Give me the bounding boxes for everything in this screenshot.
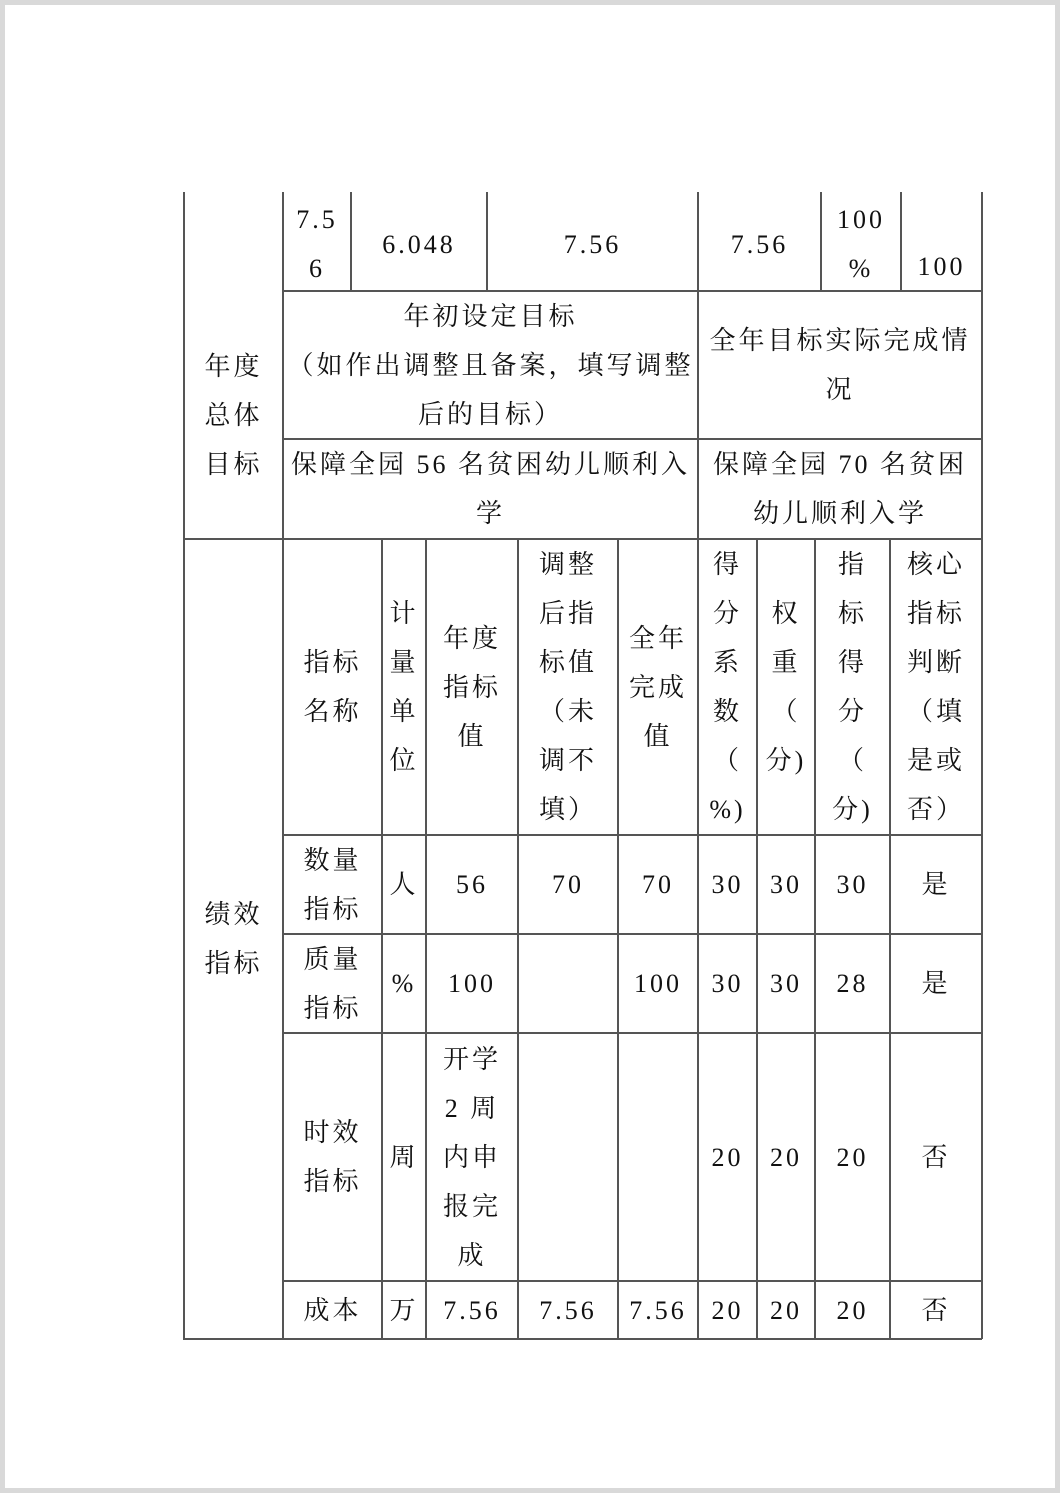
quality-row-cell: 100: [634, 969, 682, 998]
header-actual-value: 全年 完成 值: [628, 623, 687, 751]
annual-goal-label: 年度 总体 目标: [204, 351, 263, 479]
cost-row-cell: 20: [711, 1295, 744, 1325]
quantity-row-cell: 30: [836, 870, 869, 899]
quantity-row-cell: 56: [456, 870, 488, 899]
cost-row-cell: 万: [389, 1295, 419, 1325]
timeliness-row-cell: 开学 2 周 内申 报完 成: [442, 1044, 501, 1270]
timeliness-row-cell: 20: [711, 1142, 744, 1172]
budget-cell-5: 100 %: [837, 205, 885, 283]
cost-row-cell: 20: [836, 1295, 869, 1325]
quality-row-cell: [519, 935, 617, 1032]
quality-row-cell: %: [391, 969, 417, 998]
quantity-row-cell: 30: [711, 870, 744, 899]
budget-cell-1: 7.5 6: [296, 205, 338, 283]
budget-cell-2: 6.048: [382, 229, 456, 259]
timeliness-row-cell: [519, 1034, 617, 1280]
quantity-row-cell: 是: [921, 870, 951, 899]
header-unit: 计 量 单 位: [389, 599, 419, 775]
timeliness-row-cell: 20: [770, 1142, 802, 1172]
cost-row-cell: 7.56: [443, 1295, 501, 1325]
quality-row-cell: 28: [836, 969, 869, 998]
performance-label: 绩效 指标: [204, 900, 263, 978]
header-indicator-name: 指标 名称: [303, 648, 362, 726]
timeliness-row-cell: 20: [836, 1142, 869, 1172]
header-core-indicator: 核心 指标 判断 （填 是或 否）: [906, 550, 965, 824]
quantity-row-cell: 人: [389, 870, 419, 899]
cost-row-cell: 成本: [303, 1295, 362, 1325]
quantity-row-cell: 30: [770, 870, 802, 899]
quantity-row-cell: 数量 指标: [303, 845, 362, 924]
quality-row-cell: 100: [448, 969, 496, 998]
cost-row-cell: 7.56: [539, 1295, 597, 1325]
quality-row-cell: 30: [770, 969, 802, 998]
header-adjusted-target: 调整 后指 标值 （未 调不 填）: [538, 550, 597, 824]
header-annual-target: 年度 指标 值: [442, 623, 501, 751]
header-weight: 权 重 （ 分): [765, 599, 807, 775]
timeliness-row-cell: 周: [389, 1142, 419, 1172]
budget-cell-6: 100: [917, 252, 966, 281]
quantity-row-cell: 70: [552, 870, 584, 899]
quality-row-cell: 质量 指标: [303, 944, 362, 1023]
actual-goal-value: 保障全园 70 名贫困 幼儿顺利入学: [712, 450, 967, 528]
header-score-coefficient: 得 分 系 数 （ %): [709, 550, 746, 824]
planned-goal-value: 保障全园 56 名贫困幼儿顺利入 学: [290, 450, 690, 528]
actual-goal-header: 全年目标实际完成情 况: [709, 326, 971, 404]
header-indicator-score: 指 标 得 分 （ 分): [832, 550, 873, 824]
timeliness-row-cell: 时效 指标: [303, 1118, 362, 1196]
quality-row-cell: 是: [921, 969, 951, 998]
planned-goal-header: 年初设定目标 （如作出调整且备案，填写调整 后的目标）: [287, 301, 694, 429]
quantity-row-cell: 70: [642, 870, 674, 899]
budget-cell-4: 7.56: [730, 229, 789, 259]
quality-row-cell: 30: [711, 969, 744, 998]
cost-row-cell: 7.56: [629, 1295, 687, 1325]
timeliness-row-cell: [619, 1034, 697, 1280]
timeliness-row-cell: 否: [921, 1142, 951, 1172]
cost-row-cell: 20: [770, 1295, 802, 1325]
cost-row-cell: 否: [921, 1295, 951, 1325]
budget-cell-3: 7.56: [563, 229, 622, 259]
